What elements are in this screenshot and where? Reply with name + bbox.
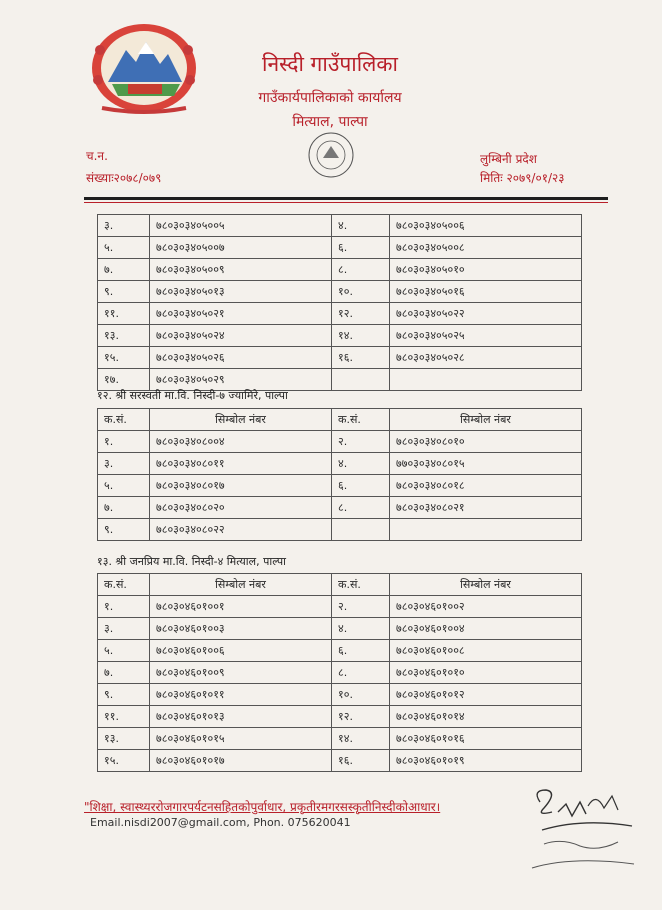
chalani-label: च.न. — [86, 149, 108, 163]
serial-number-cell: ४. — [332, 453, 390, 475]
col-symbol-header: सिम्बोल नंबर — [390, 574, 582, 596]
serial-number-cell: ५. — [98, 475, 150, 497]
symbol-number-cell: ७८०३०४६०१००२ — [390, 596, 582, 618]
symbol-number-cell: ७८०३०३४०८०२२ — [150, 519, 332, 541]
sankhya-label: संख्याः२०७८/०७९ — [86, 171, 162, 185]
serial-number-cell: ४. — [332, 618, 390, 640]
table-row — [98, 497, 582, 519]
col-symbol-header: सिम्बोल नंबर — [390, 409, 582, 431]
serial-number-cell: १२. — [332, 706, 390, 728]
col-sn-header: क.सं. — [332, 409, 390, 431]
serial-number-cell: ५. — [98, 640, 150, 662]
table-row — [98, 431, 582, 453]
symbol-number-cell: ७८०३०४६०१००६ — [150, 640, 332, 662]
office-subtitle: गाउँकार्यपालिकाको कार्यालय — [258, 90, 402, 106]
serial-number-cell: १२. — [332, 303, 390, 325]
table-row — [98, 237, 582, 259]
symbol-table-continued — [97, 214, 582, 391]
serial-number-cell: १. — [98, 431, 150, 453]
symbol-number-cell: ७८०३०३४०५०२४ — [150, 325, 332, 347]
table-row — [98, 303, 582, 325]
symbol-table-section-13 — [97, 573, 582, 772]
symbol-number-cell: ७८०३०३४०५००८ — [390, 237, 582, 259]
symbol-number-cell: ७८०३०३४०५००९ — [150, 259, 332, 281]
serial-number-cell: ६. — [332, 640, 390, 662]
symbol-number-cell: ७८०३०३४०५००५ — [150, 215, 332, 237]
serial-number-cell: १६. — [332, 347, 390, 369]
table-row — [98, 519, 582, 541]
symbol-number-cell: ७८०३०३४०८०१८ — [390, 475, 582, 497]
serial-number-cell: १५. — [98, 750, 150, 772]
table-row — [98, 259, 582, 281]
symbol-number-cell: ७८०३०४६०१००३ — [150, 618, 332, 640]
symbol-number-cell — [390, 519, 582, 541]
serial-number-cell: ८. — [332, 259, 390, 281]
table-row — [98, 453, 582, 475]
symbol-number-cell: ७८०३०४६०१०१४ — [390, 706, 582, 728]
table-row — [98, 325, 582, 347]
serial-number-cell: ११. — [98, 303, 150, 325]
symbol-number-cell: ७८०३०३४०५०१३ — [150, 281, 332, 303]
serial-number-cell: ६. — [332, 475, 390, 497]
table-row — [98, 706, 582, 728]
symbol-number-cell: ७८०३०३४०८०१७ — [150, 475, 332, 497]
office-title: निस्दी गाउँपालिका — [262, 52, 398, 76]
table-row — [98, 662, 582, 684]
header-rule-red — [84, 202, 608, 203]
serial-number-cell: ३. — [98, 618, 150, 640]
col-sn-header: क.सं. — [98, 574, 150, 596]
table-row — [98, 640, 582, 662]
table-row — [98, 618, 582, 640]
symbol-number-cell: ७८०३०४६०१०१३ — [150, 706, 332, 728]
serial-number-cell: ८. — [332, 497, 390, 519]
col-sn-header: क.सं. — [98, 409, 150, 431]
province-label: लुम्बिनी प्रदेश — [480, 152, 537, 166]
table-header-row — [98, 409, 582, 431]
serial-number-cell: ४. — [332, 215, 390, 237]
serial-number-cell: १५. — [98, 347, 150, 369]
serial-number-cell: ७. — [98, 259, 150, 281]
table-header-row — [98, 574, 582, 596]
symbol-number-cell: ७८०३०४६०१०१९ — [390, 750, 582, 772]
serial-number-cell: ७. — [98, 662, 150, 684]
section-13-title: १३. श्री जनप्रिय मा.वि. निस्दी-४ मित्याल, पाल्पा — [97, 555, 287, 568]
serial-number-cell: ९. — [98, 519, 150, 541]
section-12-title: १२. श्री सरस्वती मा.वि. निस्दी-७ ज्यामिरे, पाल्पा — [97, 389, 288, 402]
symbol-number-cell: ७८०३०३४०८०११ — [150, 453, 332, 475]
symbol-number-cell: ७८०३०४६०१००४ — [390, 618, 582, 640]
symbol-number-cell — [390, 369, 582, 391]
serial-number-cell: ५. — [98, 237, 150, 259]
office-seal-stamp — [296, 130, 366, 180]
serial-number-cell: ६. — [332, 237, 390, 259]
symbol-number-cell: ७८०३०३४०५०२८ — [390, 347, 582, 369]
serial-number-cell: १०. — [332, 281, 390, 303]
symbol-number-cell: ७७०३०३४०८०१५ — [390, 453, 582, 475]
symbol-number-cell: ७८०३०३४०५०२९ — [150, 369, 332, 391]
serial-number-cell: ७. — [98, 497, 150, 519]
serial-number-cell: १४. — [332, 325, 390, 347]
table-row — [98, 347, 582, 369]
serial-number-cell — [332, 519, 390, 541]
symbol-number-cell: ७८०३०४६०१०१२ — [390, 684, 582, 706]
symbol-number-cell: ७८०३०३४०८०२१ — [390, 497, 582, 519]
symbol-table-section-12 — [97, 408, 582, 541]
table-row — [98, 475, 582, 497]
symbol-number-cell: ७८०३०४६०१००१ — [150, 596, 332, 618]
symbol-number-cell: ७८०३०३४०५०१६ — [390, 281, 582, 303]
serial-number-cell: १. — [98, 596, 150, 618]
serial-number-cell — [332, 369, 390, 391]
symbol-number-cell: ७८०३०३४०५००६ — [390, 215, 582, 237]
table-row — [98, 684, 582, 706]
serial-number-cell: १४. — [332, 728, 390, 750]
serial-number-cell: ३. — [98, 215, 150, 237]
serial-number-cell: ११. — [98, 706, 150, 728]
symbol-number-cell: ७८०३०४६०१०१५ — [150, 728, 332, 750]
symbol-number-cell: ७८०३०४६०१०१६ — [390, 728, 582, 750]
symbol-number-cell: ७८०३०४६०१०१० — [390, 662, 582, 684]
serial-number-cell: १३. — [98, 728, 150, 750]
serial-number-cell: १३. — [98, 325, 150, 347]
col-symbol-header: सिम्बोल नंबर — [150, 409, 332, 431]
serial-number-cell: ९. — [98, 281, 150, 303]
date-label: मितिः २०७९/०१/२३ — [480, 171, 565, 185]
serial-number-cell: १७. — [98, 369, 150, 391]
symbol-number-cell: ७८०३०४६०१०१७ — [150, 750, 332, 772]
table-row — [98, 215, 582, 237]
col-symbol-header: सिम्बोल नंबर — [150, 574, 332, 596]
symbol-number-cell: ७८०३०३४०५०२१ — [150, 303, 332, 325]
symbol-number-cell: ७८०३०३४०५०२५ — [390, 325, 582, 347]
symbol-number-cell: ७८०३०४६०१०११ — [150, 684, 332, 706]
col-sn-header: क.सं. — [332, 574, 390, 596]
serial-number-cell: २. — [332, 596, 390, 618]
serial-number-cell: ९. — [98, 684, 150, 706]
symbol-number-cell: ७८०३०३४०८००४ — [150, 431, 332, 453]
symbol-number-cell: ७८०३०३४०५०२२ — [390, 303, 582, 325]
symbol-number-cell: ७८०३०३४०८०२० — [150, 497, 332, 519]
office-location: मित्याल, पाल्पा — [292, 114, 368, 130]
symbol-number-cell: ७८०३०३४०८०१० — [390, 431, 582, 453]
table-row — [98, 596, 582, 618]
table-row — [98, 728, 582, 750]
table-row — [98, 281, 582, 303]
officer-signature — [522, 782, 652, 892]
serial-number-cell: १६. — [332, 750, 390, 772]
footer-contact: Email.nisdi2007@gmail.com, Phon. 075620041 — [90, 816, 351, 829]
header-rule-dark — [84, 197, 608, 200]
symbol-number-cell: ७८०३०३४०५०२६ — [150, 347, 332, 369]
serial-number-cell: १०. — [332, 684, 390, 706]
table-row — [98, 750, 582, 772]
footer-motto: "शिक्षा, स्वास्थ्यररोजगारपर्यटनसहितकोपुर्वाधार, प्रकृतीरमगरसस्कृतीनिस्दीकोआधार। — [84, 800, 441, 814]
serial-number-cell: २. — [332, 431, 390, 453]
symbol-number-cell: ७८०३०४६०१००८ — [390, 640, 582, 662]
symbol-number-cell: ७८०३०४६०१००९ — [150, 662, 332, 684]
serial-number-cell: ३. — [98, 453, 150, 475]
serial-number-cell: ८. — [332, 662, 390, 684]
symbol-number-cell: ७८०३०३४०५०१० — [390, 259, 582, 281]
symbol-number-cell: ७८०३०३४०५००७ — [150, 237, 332, 259]
